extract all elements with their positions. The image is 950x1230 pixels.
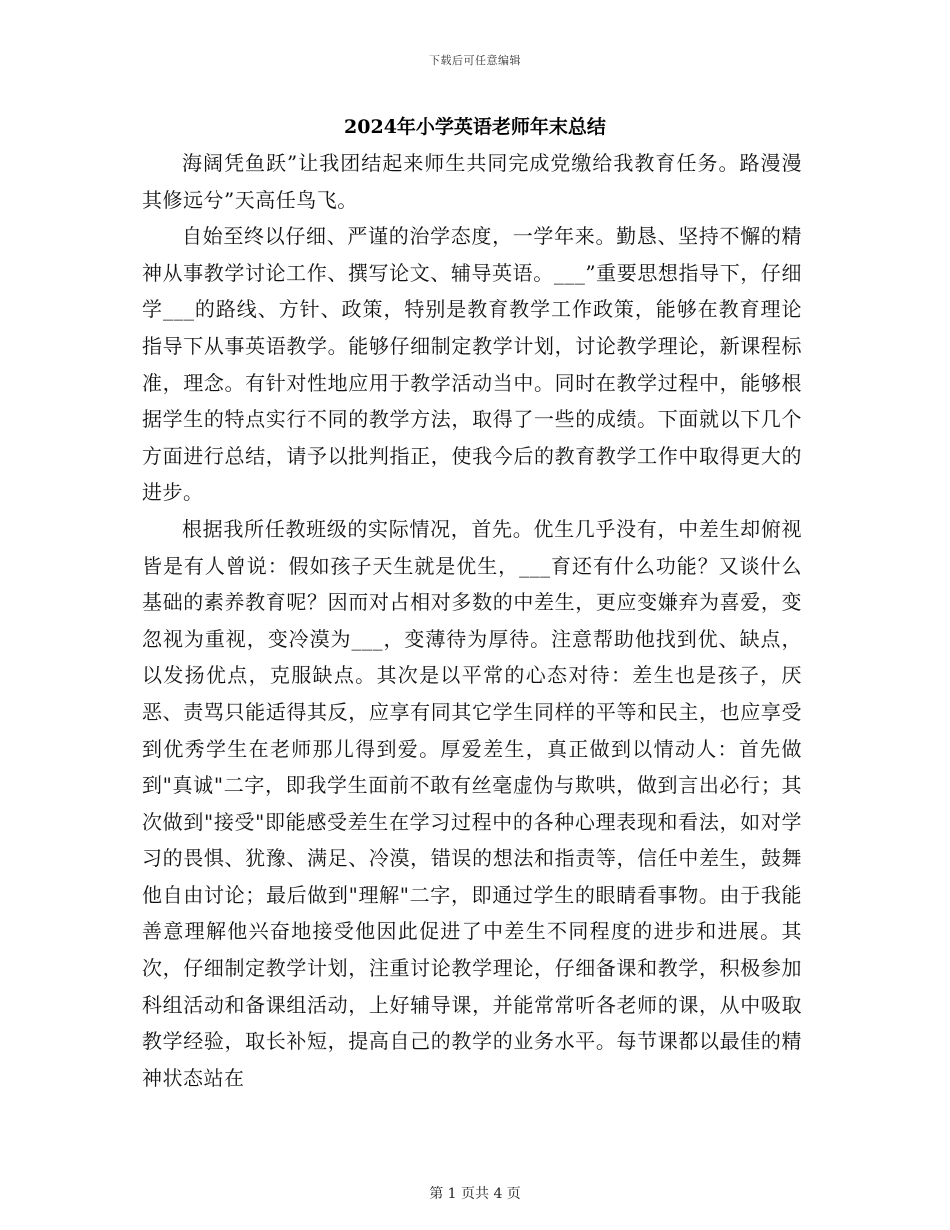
- document-title: 2024年小学英语老师年末总结: [344, 116, 606, 138]
- paragraph-1: 海阔凭鱼跃”让我团结起来师生共同完成党缴给我教育任务。路漫漫其修远兮”天高任鸟飞。: [142, 151, 802, 212]
- paragraph-2: 自始至终以仔细、严谨的治学态度，一学年来。勤恳、坚持不懈的精神从事教学讨论工作、撰写论文、辅导英语。___”重要思想指导下，仔细学___的路线、方针、政策，特别是教育教学工作政策，能够在教育理论指导下从事英语教学。能够仔细制定教学计划，讨论教学理论，新课程标准，理念。有针对性地应用于教学活动当中。同时在教学过程中，能够根据学生的特点实行不同的教学方法，取得了一些的成绩。下面就以下几个方面进行总结，请予以批判指正，使我今后的教育教学工作中取得更大的进步。: [142, 224, 802, 505]
- header-note: 下载后可任意编辑: [429, 54, 521, 67]
- document-body: [142, 145, 802, 1096]
- page-indicator: 第 1 页共 4 页: [429, 1186, 521, 1202]
- paragraph-3: 根据我所任教班级的实际情况，首先。优生几乎没有，中差生却俯视皆是有人曾说：假如孩子天生就是优生，___育还有什么功能？又谈什么基础的素养教育呢？因而对占相对多数的中差生，更应变嫌弃为喜爱，变忽视为重视，变冷漠为___，变薄待为厚待。注意帮助他找到优、缺点，以发扬优点，克服缺点。其次是以平常的心态对待：差生也是孩子，厌恶、责骂只能适得其反，应享有同其它学生同样的平等和民主，也应享受到优秀学生在老师那儿得到爱。厚爱差生，真正做到以情动人：首先做到"真诚"二字，即我学生面前不敢有丝毫虚伪与欺哄，做到言出必行；其次做到"接受"即能感受差生在学习过程中的各种心理表现和看法，如对学习的畏惧、犹豫、满足、冷漠，错误的想法和指责等，信任中差生，鼓舞他自由讨论；最后做到"理解"二字，即通过学生的眼睛看事物。由于我能善意理解他兴奋地接受他因此促进了中差生不同程度的进步和进展。其次，仔细制定教学计划，注重讨论教学理论，仔细备课和教学，积极参加科组活动和备课组活动，上好辅导课，并能常常听各老师的课，从中吸取教学经验，取长补短，提高自己的教学的业务水平。每节课都以最佳的精神状态站在: [142, 516, 802, 1090]
